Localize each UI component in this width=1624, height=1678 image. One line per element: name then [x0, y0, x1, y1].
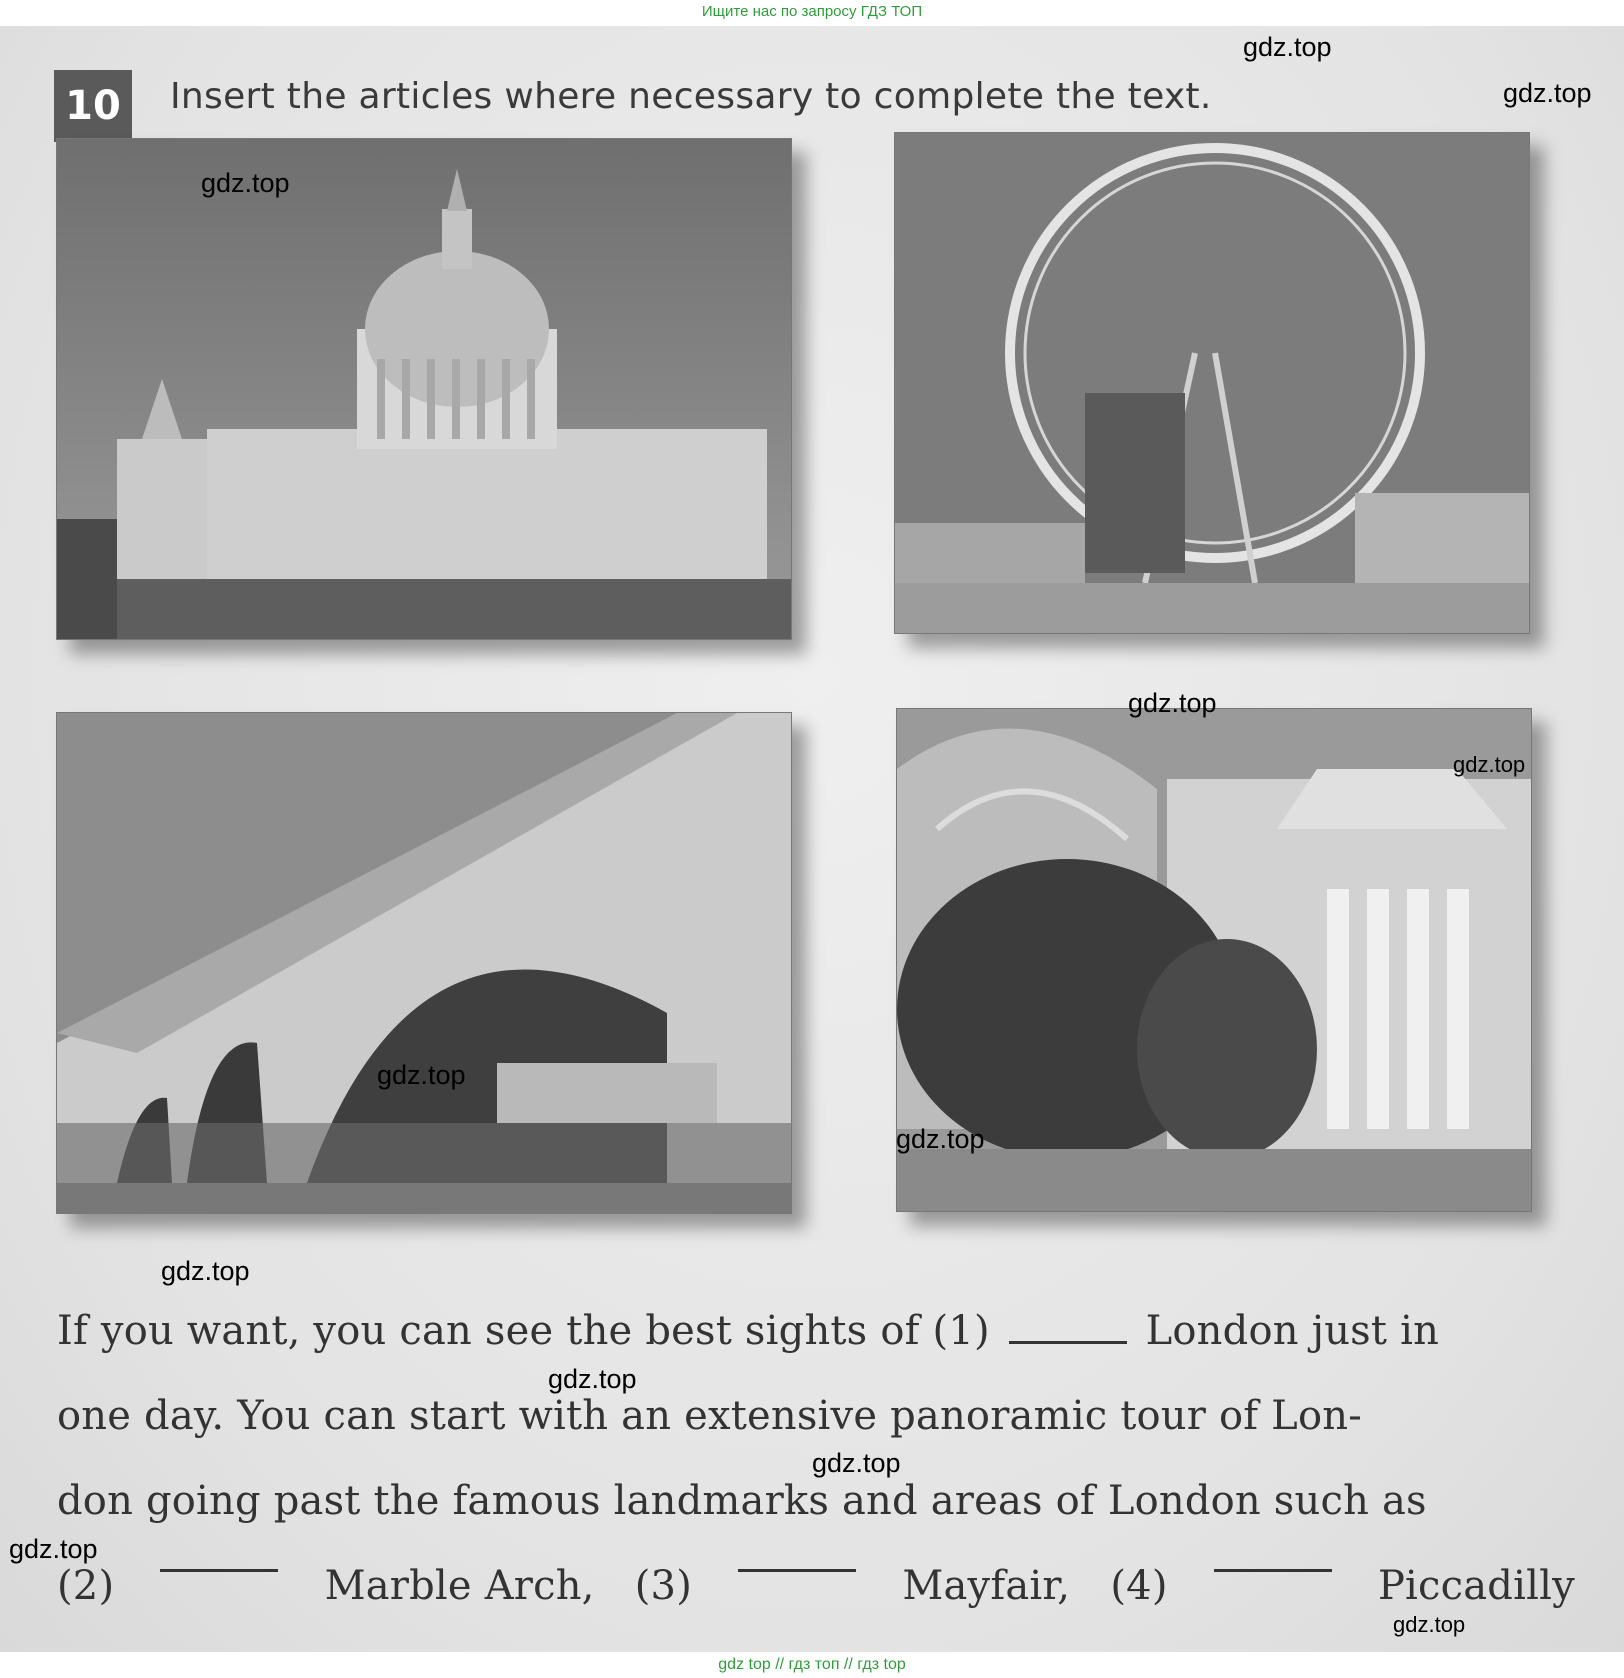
watermark: gdz.top [1503, 78, 1592, 108]
watermark: gdz.top [377, 1060, 466, 1090]
gap-number-2: (2) [57, 1563, 115, 1609]
footer-bar [0, 1652, 1624, 1678]
opera-house-illustration [897, 709, 1531, 1211]
watermark: gdz.top [1453, 752, 1526, 777]
text-line-3 [57, 1478, 1577, 1524]
gap-number-4: (4) [1110, 1563, 1168, 1609]
photo-st-pauls-cathedral [56, 138, 792, 640]
text-line-1 [57, 1308, 1577, 1354]
textbook-page [0, 26, 1624, 1652]
gap-number-1: (1) [932, 1308, 990, 1354]
watermark: gdz.top [1243, 32, 1332, 62]
watermark: gdz.top [9, 1534, 98, 1564]
exercise-instruction: Insert the articles where necessary to complete the text. [170, 76, 1212, 117]
text-line-2 [57, 1393, 1577, 1439]
text-line-1-start: If you want, you can see the best sights of [57, 1308, 920, 1354]
watermark: gdz.top [548, 1364, 637, 1394]
text-line-4 [57, 1563, 1575, 1609]
answer-blank-3[interactable] [738, 1563, 856, 1572]
photo-london-bridge [56, 712, 792, 1214]
watermark: gdz.top [896, 1124, 985, 1154]
word-piccadilly: Piccadilly [1377, 1563, 1575, 1609]
watermark: gdz.top [1128, 688, 1217, 718]
watermark: gdz.top [1393, 1612, 1466, 1637]
photo-london-eye [894, 132, 1530, 634]
watermark: gdz.top [201, 168, 290, 198]
promo-bar [0, 0, 1624, 26]
photo-royal-opera-house [896, 708, 1532, 1212]
text-line-1-end: London just in [1145, 1308, 1440, 1354]
word-marble-arch: Marble Arch, [324, 1563, 595, 1609]
london-eye-illustration [895, 133, 1529, 633]
watermark: gdz.top [161, 1256, 250, 1286]
cathedral-illustration [57, 139, 791, 639]
answer-blank-1[interactable] [1009, 1335, 1127, 1344]
watermark: gdz.top [812, 1448, 901, 1478]
answer-blank-4[interactable] [1214, 1563, 1332, 1572]
bridge-illustration [57, 713, 791, 1213]
answer-blank-2[interactable] [160, 1563, 278, 1572]
exercise-number: 10 [54, 70, 132, 142]
text-line-2-content: one day. You can start with an extensive panoramic tour of Lon- [57, 1393, 1362, 1439]
gap-number-3: (3) [634, 1563, 692, 1609]
promo-text: Ищите нас по запросу ГДЗ ТОП [701, 3, 923, 20]
footer-links[interactable]: gdz top // гдз топ // гдз top [718, 1656, 906, 1673]
text-line-3-content: don going past the famous landmarks and areas of London such as [57, 1478, 1427, 1524]
word-mayfair: Mayfair, [902, 1563, 1071, 1609]
